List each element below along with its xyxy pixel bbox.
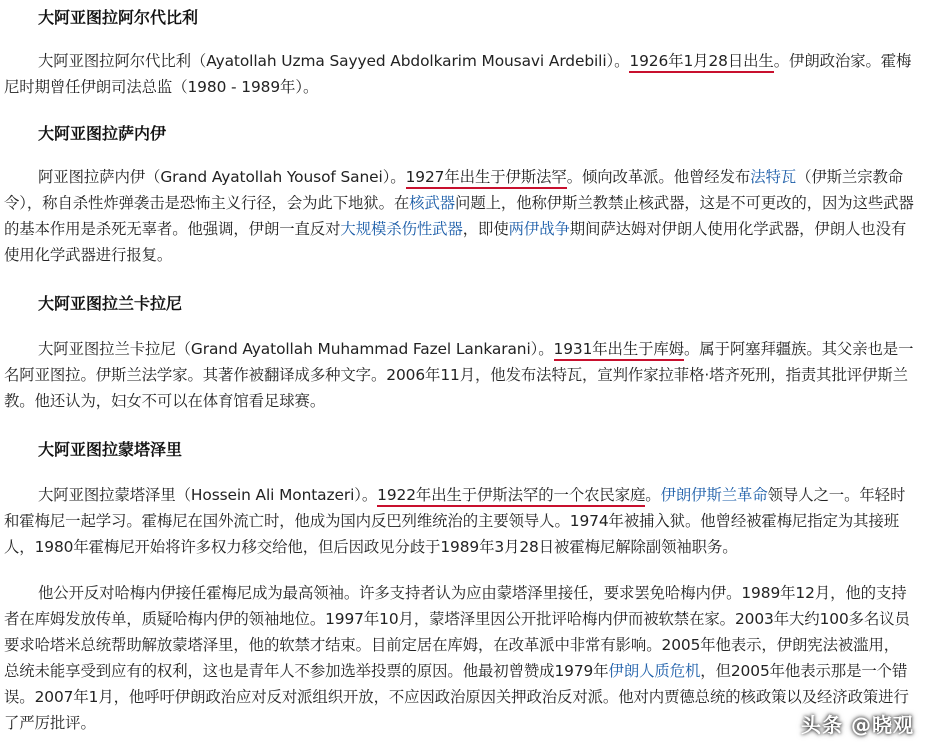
highlighted-birth-info: 1922年出生于伊斯法罕的一个农民家庭 bbox=[377, 486, 645, 507]
link-hostage-crisis[interactable]: 伊朗人质危机 bbox=[608, 662, 701, 680]
paragraph-text: ，即使 bbox=[462, 220, 509, 238]
paragraph-text: 大阿亚图拉阿尔代比利（Ayatollah Uzma Sayyed Abdolkarim Mousavi Ardebili）。 bbox=[38, 52, 630, 70]
highlighted-birth-date: 1926年1月28日出生 bbox=[629, 52, 773, 73]
link-iran-iraq-war[interactable]: 两伊战争 bbox=[508, 220, 570, 238]
section-paragraph-ardebili bbox=[4, 48, 914, 100]
paragraph-text: 他公开反对哈梅内伊接任霍梅尼成为最高领袖。许多支持者认为应由蒙塔泽里接任，要求罢免哈梅内伊。1989年12月，他的支持者在库姆发放传单，质疑哈梅内伊的领袖地位。1997年10月，蒙塔泽里因公开批评哈梅内伊而被软禁在家。2003年大约100多名议员要求哈塔米总统帮助解放蒙塔泽里，他的软禁才结束。目前定居在库姆，在改革派中非常有影响。2005年他表示，伊朗宪法被滥用，总统未能享受到应有的权利，这也是青年人不参加选举投票的原因。他最初曾赞成1979年 bbox=[4, 584, 910, 680]
paragraph-text: 问题上，他称伊斯兰教禁止核武器，这是不可更改的，因为这些武器的基本作用是杀死无辜者。他强调，伊朗一直反对 bbox=[4, 194, 914, 238]
section-heading-ardebili: 大阿亚图拉阿尔代比利 bbox=[38, 8, 199, 27]
link-fatwa[interactable]: 法特瓦 bbox=[750, 168, 797, 186]
paragraph-text: 大阿亚图拉兰卡拉尼（Grand Ayatollah Muhammad Fazel Lankarani）。 bbox=[38, 340, 554, 358]
paragraph-text: 。倾向改革派。他曾经发布 bbox=[566, 168, 751, 186]
highlighted-birth-info: 1927年出生于伊斯法罕 bbox=[406, 168, 567, 189]
paragraph-text: （伊斯兰宗教命令），称自杀性炸弹袭击是恐怖主义行径，会为此下地狱。在 bbox=[4, 168, 904, 212]
paragraph-text: 。属于阿塞拜疆族。其父亲也是一名阿亚图拉。伊斯兰法学家。其著作被翻译成多种文字。2006年11月，他发布法特瓦，宣判作家拉菲格·塔齐死刑，指责其批评伊斯兰教。他还认为，妇女不可以在体育馆看足球赛。 bbox=[4, 340, 914, 410]
section-heading-sanei: 大阿亚图拉萨内伊 bbox=[38, 124, 167, 143]
paragraph-text: 阿亚图拉萨内伊（Grand Ayatollah Yousof Sanei）。 bbox=[38, 168, 406, 186]
watermark: 头条 @晓观 bbox=[801, 713, 914, 737]
paragraph-text: 大阿亚图拉蒙塔泽里（Hossein Ali Montazeri）。 bbox=[38, 486, 378, 504]
link-wmd[interactable]: 大规模杀伤性武器 bbox=[340, 220, 463, 238]
paragraph-text: ，但2005年他表示那是一个错误。2007年1月，他呼吁伊朗政治应对反对派组织开放，不应因政治原因关押政治反对派。他对内贾德总统的核政策以及经济政策进行了严厉批评。 bbox=[4, 662, 909, 732]
link-nuclear-weapons[interactable]: 核武器 bbox=[409, 194, 456, 212]
section-heading-lankarani: 大阿亚图拉兰卡拉尼 bbox=[38, 294, 183, 313]
paragraph-text: 。 bbox=[645, 486, 661, 504]
paragraph-text: 期间萨达姆对伊朗人使用化学武器，伊朗人也没有使用化学武器进行报复。 bbox=[4, 220, 907, 264]
section-heading-montazeri: 大阿亚图拉蒙塔泽里 bbox=[38, 440, 183, 459]
section-paragraph-sanei bbox=[4, 164, 914, 268]
link-iranian-revolution[interactable]: 伊朗伊斯兰革命 bbox=[660, 486, 768, 504]
section-paragraph-lankarani bbox=[4, 336, 914, 414]
section-paragraph-montazeri-1 bbox=[4, 482, 914, 560]
highlighted-birth-info: 1931年出生于库姆 bbox=[554, 340, 685, 361]
section-paragraph-montazeri-2 bbox=[4, 580, 914, 736]
paragraph-text: 。伊朗政治家。霍梅尼时期曾任伊朗司法总监（1980 - 1989年）。 bbox=[4, 52, 912, 96]
paragraph-text: 领导人之一。年轻时和霍梅尼一起学习。霍梅尼在国外流亡时，他成为国内反巴列维统治的主要领导人。1974年被捕入狱。他曾经被霍梅尼指定为其接班人，1980年霍梅尼开始将许多权力移交给他，但后因政见分歧于1989年3月28日被霍梅尼解除副领袖职务。 bbox=[4, 486, 906, 556]
